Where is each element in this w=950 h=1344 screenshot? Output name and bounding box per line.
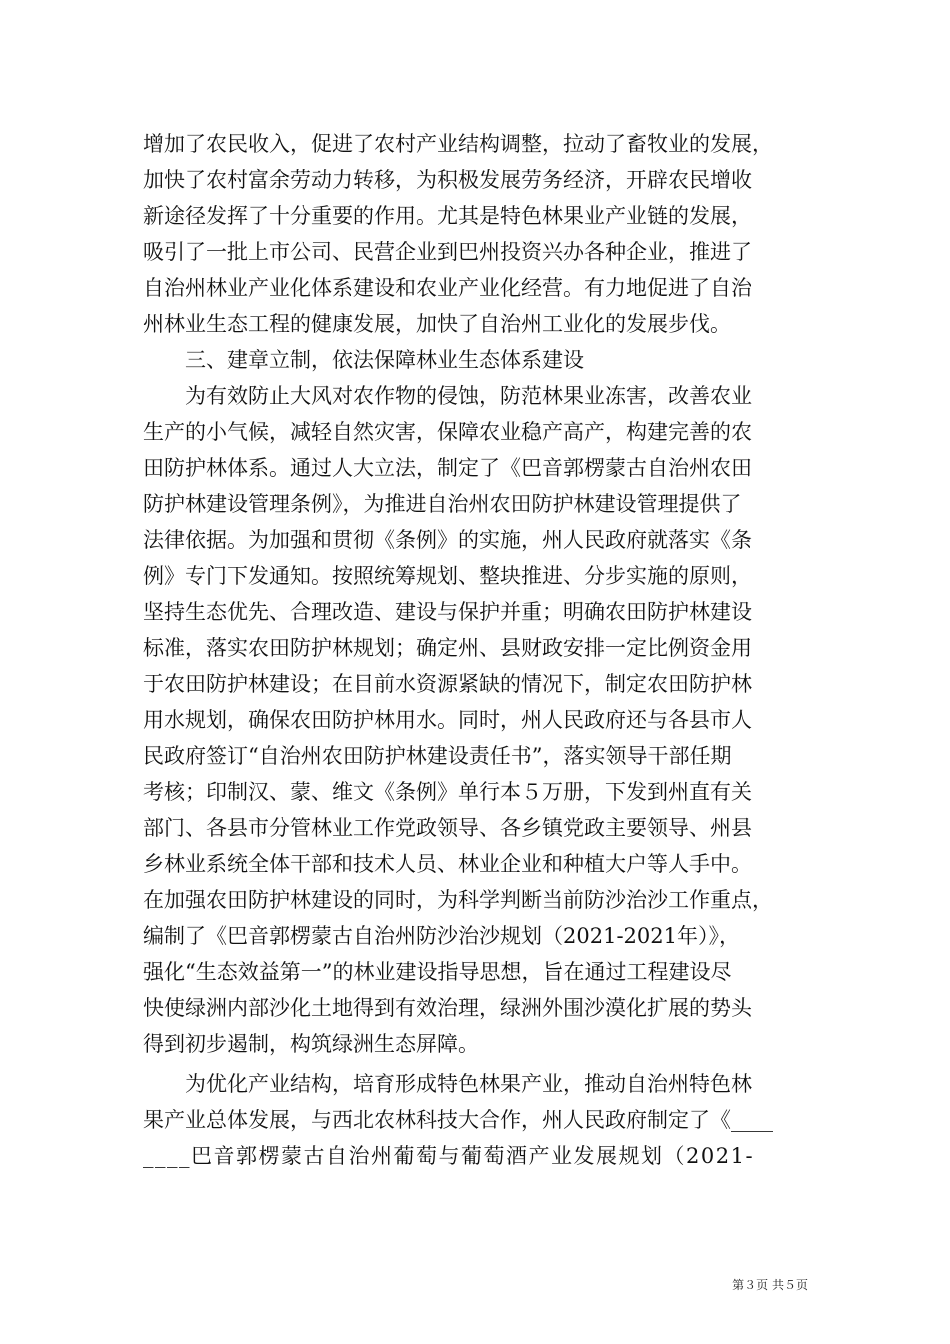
paragraph-line: 于农田防护林建设；在目前水资源紧缺的情况下，制定农田防护林	[143, 672, 752, 696]
paragraph-line: 乡林业系统全体干部和技术人员、林业企业和种植大户等人手中。	[143, 852, 752, 876]
paragraph-line: 果产业总体发展，与西北农林科技大合作，州人民政府制定了《____	[143, 1108, 773, 1132]
paragraph-line: 增加了农民收入，促进了农村产业结构调整，拉动了畜牧业的发展，	[143, 132, 773, 156]
paragraph-line: 部门、各县市分管林业工作党政领导、各乡镇党政主要领导、州县	[143, 816, 752, 840]
paragraph-line: 防护林建设管理条例》，为推进自治州农田防护林建设管理提供了	[143, 492, 742, 516]
paragraph-line: 标准，落实农田防护林规划；确定州、县财政安排一定比例资金用	[143, 636, 752, 660]
paragraph-line: 编制了《巴音郭楞蒙古自治州防沙治沙规划（2021-2021年）》，	[143, 924, 740, 948]
paragraph-line: 法律依据。为加强和贯彻《条例》的实施，州人民政府就落实《条	[143, 528, 752, 552]
paragraph-line: 考核；印制汉、蒙、维文《条例》单行本５万册，下发到州直有关	[143, 780, 752, 804]
paragraph-line: 生产的小气候，减轻自然灾害，保障农业稳产高产，构建完善的农	[143, 420, 752, 444]
paragraph-line: 为优化产业结构，培育形成特色林果产业，推动自治州特色林	[185, 1072, 752, 1096]
paragraph-line: 为有效防止大风对农作物的侵蚀，防范林果业冻害，改善农业	[185, 384, 752, 408]
page-number: 第３页 共５页	[732, 1278, 808, 1292]
paragraph-line: 例》专门下发通知。按照统筹规划、整块推进、分步实施的原则，	[143, 564, 752, 588]
paragraph-line: 得到初步遏制，构筑绿洲生态屏障。	[143, 1032, 479, 1056]
paragraph-line: 快使绿洲内部沙化土地得到有效治理，绿洲外围沙漠化扩展的势头	[143, 996, 752, 1020]
paragraph-line: ____巴音郭楞蒙古自治州葡萄与葡萄酒产业发展规划（2021-	[143, 1144, 755, 1168]
paragraph-line: 州林业生态工程的健康发展，加快了自治州工业化的发展步伐。	[143, 312, 731, 336]
paragraph-line: 吸引了一批上市公司、民营企业到巴州投资兴办各种企业，推进了	[143, 240, 752, 264]
paragraph-line: 强化“生态效益第一”的林业建设指导思想，旨在通过工程建设尽	[143, 960, 732, 984]
paragraph-line: 自治州林业产业化体系建设和农业产业化经营。有力地促进了自治	[143, 276, 752, 300]
paragraph-line: 坚持生态优先、合理改造、建设与保护并重；明确农田防护林建设	[143, 600, 752, 624]
paragraph-line: 新途径发挥了十分重要的作用。尤其是特色林果业产业链的发展，	[143, 204, 752, 228]
section-heading: 三、建章立制，依法保障林业生态体系建设	[185, 348, 584, 372]
paragraph-line: 在加强农田防护林建设的同时，为科学判断当前防沙治沙工作重点，	[143, 888, 773, 912]
paragraph-line: 田防护林体系。通过人大立法，制定了《巴音郭楞蒙古自治州农田	[143, 456, 752, 480]
paragraph-line: 加快了农村富余劳动力转移，为积极发展劳务经济，开辟农民增收	[143, 168, 752, 192]
paragraph-line: 民政府签订“自治州农田防护林建设责任书”，落实领导干部任期	[143, 744, 732, 768]
paragraph-line: 用水规划，确保农田防护林用水。同时，州人民政府还与各县市人	[143, 708, 752, 732]
